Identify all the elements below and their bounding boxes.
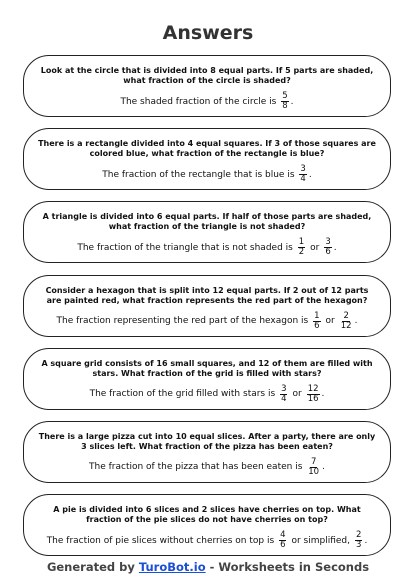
answer-text: The fraction of pie slices without cherries on top is (46, 535, 275, 546)
answer-line (38, 531, 376, 550)
answer-end: . (364, 535, 368, 546)
answer-end: . (321, 389, 325, 400)
footer (0, 560, 416, 574)
fraction: $\frac{3}{4}$ (281, 383, 287, 404)
answer-text: The shaded fraction of the circle is (120, 96, 277, 107)
question-text: A square grid consists of 16 small squares, and 12 of them are filled with stars. What fraction of the grid is filled with stars? (41, 358, 373, 378)
fraction-separator: or simplified, (291, 535, 351, 546)
fraction: $\frac{1}{6}$ (314, 310, 320, 331)
fraction: $\frac{7}{10}$ (308, 456, 320, 477)
answer-cards (23, 55, 391, 567)
answer-card (23, 494, 391, 556)
question-text: There is a rectangle divided into 4 equal squares. If 3 of those squares are colored blue, what fraction of the rectangle is blue? (38, 139, 376, 159)
answer-text: The fraction of the triangle that is not shaded is (77, 242, 293, 253)
question-text: A pie is divided into 6 slices and 2 slices have cherries on top. What fraction of the pie slices do not have cherries on top? (53, 505, 361, 525)
answer-end: . (333, 242, 337, 253)
answer-text: The fraction of the pizza that has been eaten is (89, 462, 303, 473)
fraction: $\frac{3}{6}$ (325, 237, 331, 258)
fraction: $\frac{1}{2}$ (298, 237, 305, 258)
footer-suffix: - Worksheets in Seconds (209, 560, 370, 574)
answer-text: The fraction of the grid filled with stars is (89, 389, 276, 400)
answer-card (23, 421, 391, 483)
footer-prefix: Generated by (46, 560, 135, 574)
fraction-separator: or (325, 316, 335, 327)
fraction: $\frac{5}{8}$ (282, 91, 288, 111)
answer-text: The fraction representing the red part of the hexagon is (56, 316, 309, 327)
fraction-separator: or (292, 389, 302, 400)
answer-card (23, 348, 391, 410)
page-title: Answers (162, 22, 254, 44)
fraction: $\frac{4}{6}$ (280, 530, 286, 551)
question-text: A triangle is divided into 6 equal parts. If half of those parts are shaded, what fraction of the triangle is not shaded? (42, 212, 372, 232)
answer-end: . (354, 316, 358, 327)
fraction: $\frac{3}{4}$ (300, 164, 306, 185)
fraction-separator: or (310, 242, 320, 253)
answer-card (23, 55, 391, 117)
answer-line (38, 92, 376, 111)
answer-card (23, 128, 391, 190)
answer-end: . (290, 96, 294, 107)
answer-line (38, 458, 376, 477)
question-text: There is a large pizza cut into 10 equal slices. After a party, there are only 3 slices left. What fraction of the pizza has been eaten? (38, 431, 376, 451)
answer-line (38, 312, 376, 331)
answer-line (38, 165, 376, 184)
answer-line (38, 238, 376, 257)
brand-link[interactable]: TuroBot.io (138, 560, 206, 574)
fraction: $\frac{12}{16}$ (307, 383, 319, 404)
question-text: Look at the circle that is divided into 8 equal parts. If 5 parts are shaded, what fraction of the circle is shaded? (40, 66, 374, 85)
answer-end: . (308, 169, 312, 180)
answer-card (23, 275, 391, 337)
question-text: Consider a hexagon that is split into 12 equal parts. If 2 out of 12 parts are painted red, what fraction represents the red part of the hexagon? (45, 285, 369, 305)
fraction: $\frac{2}{3}$ (356, 530, 362, 551)
answer-line (38, 385, 376, 404)
fraction: $\frac{2}{12}$ (340, 310, 352, 331)
answer-card (23, 201, 391, 263)
answer-text: The fraction of the rectangle that is blue is (102, 169, 295, 180)
answer-end: . (322, 462, 325, 473)
